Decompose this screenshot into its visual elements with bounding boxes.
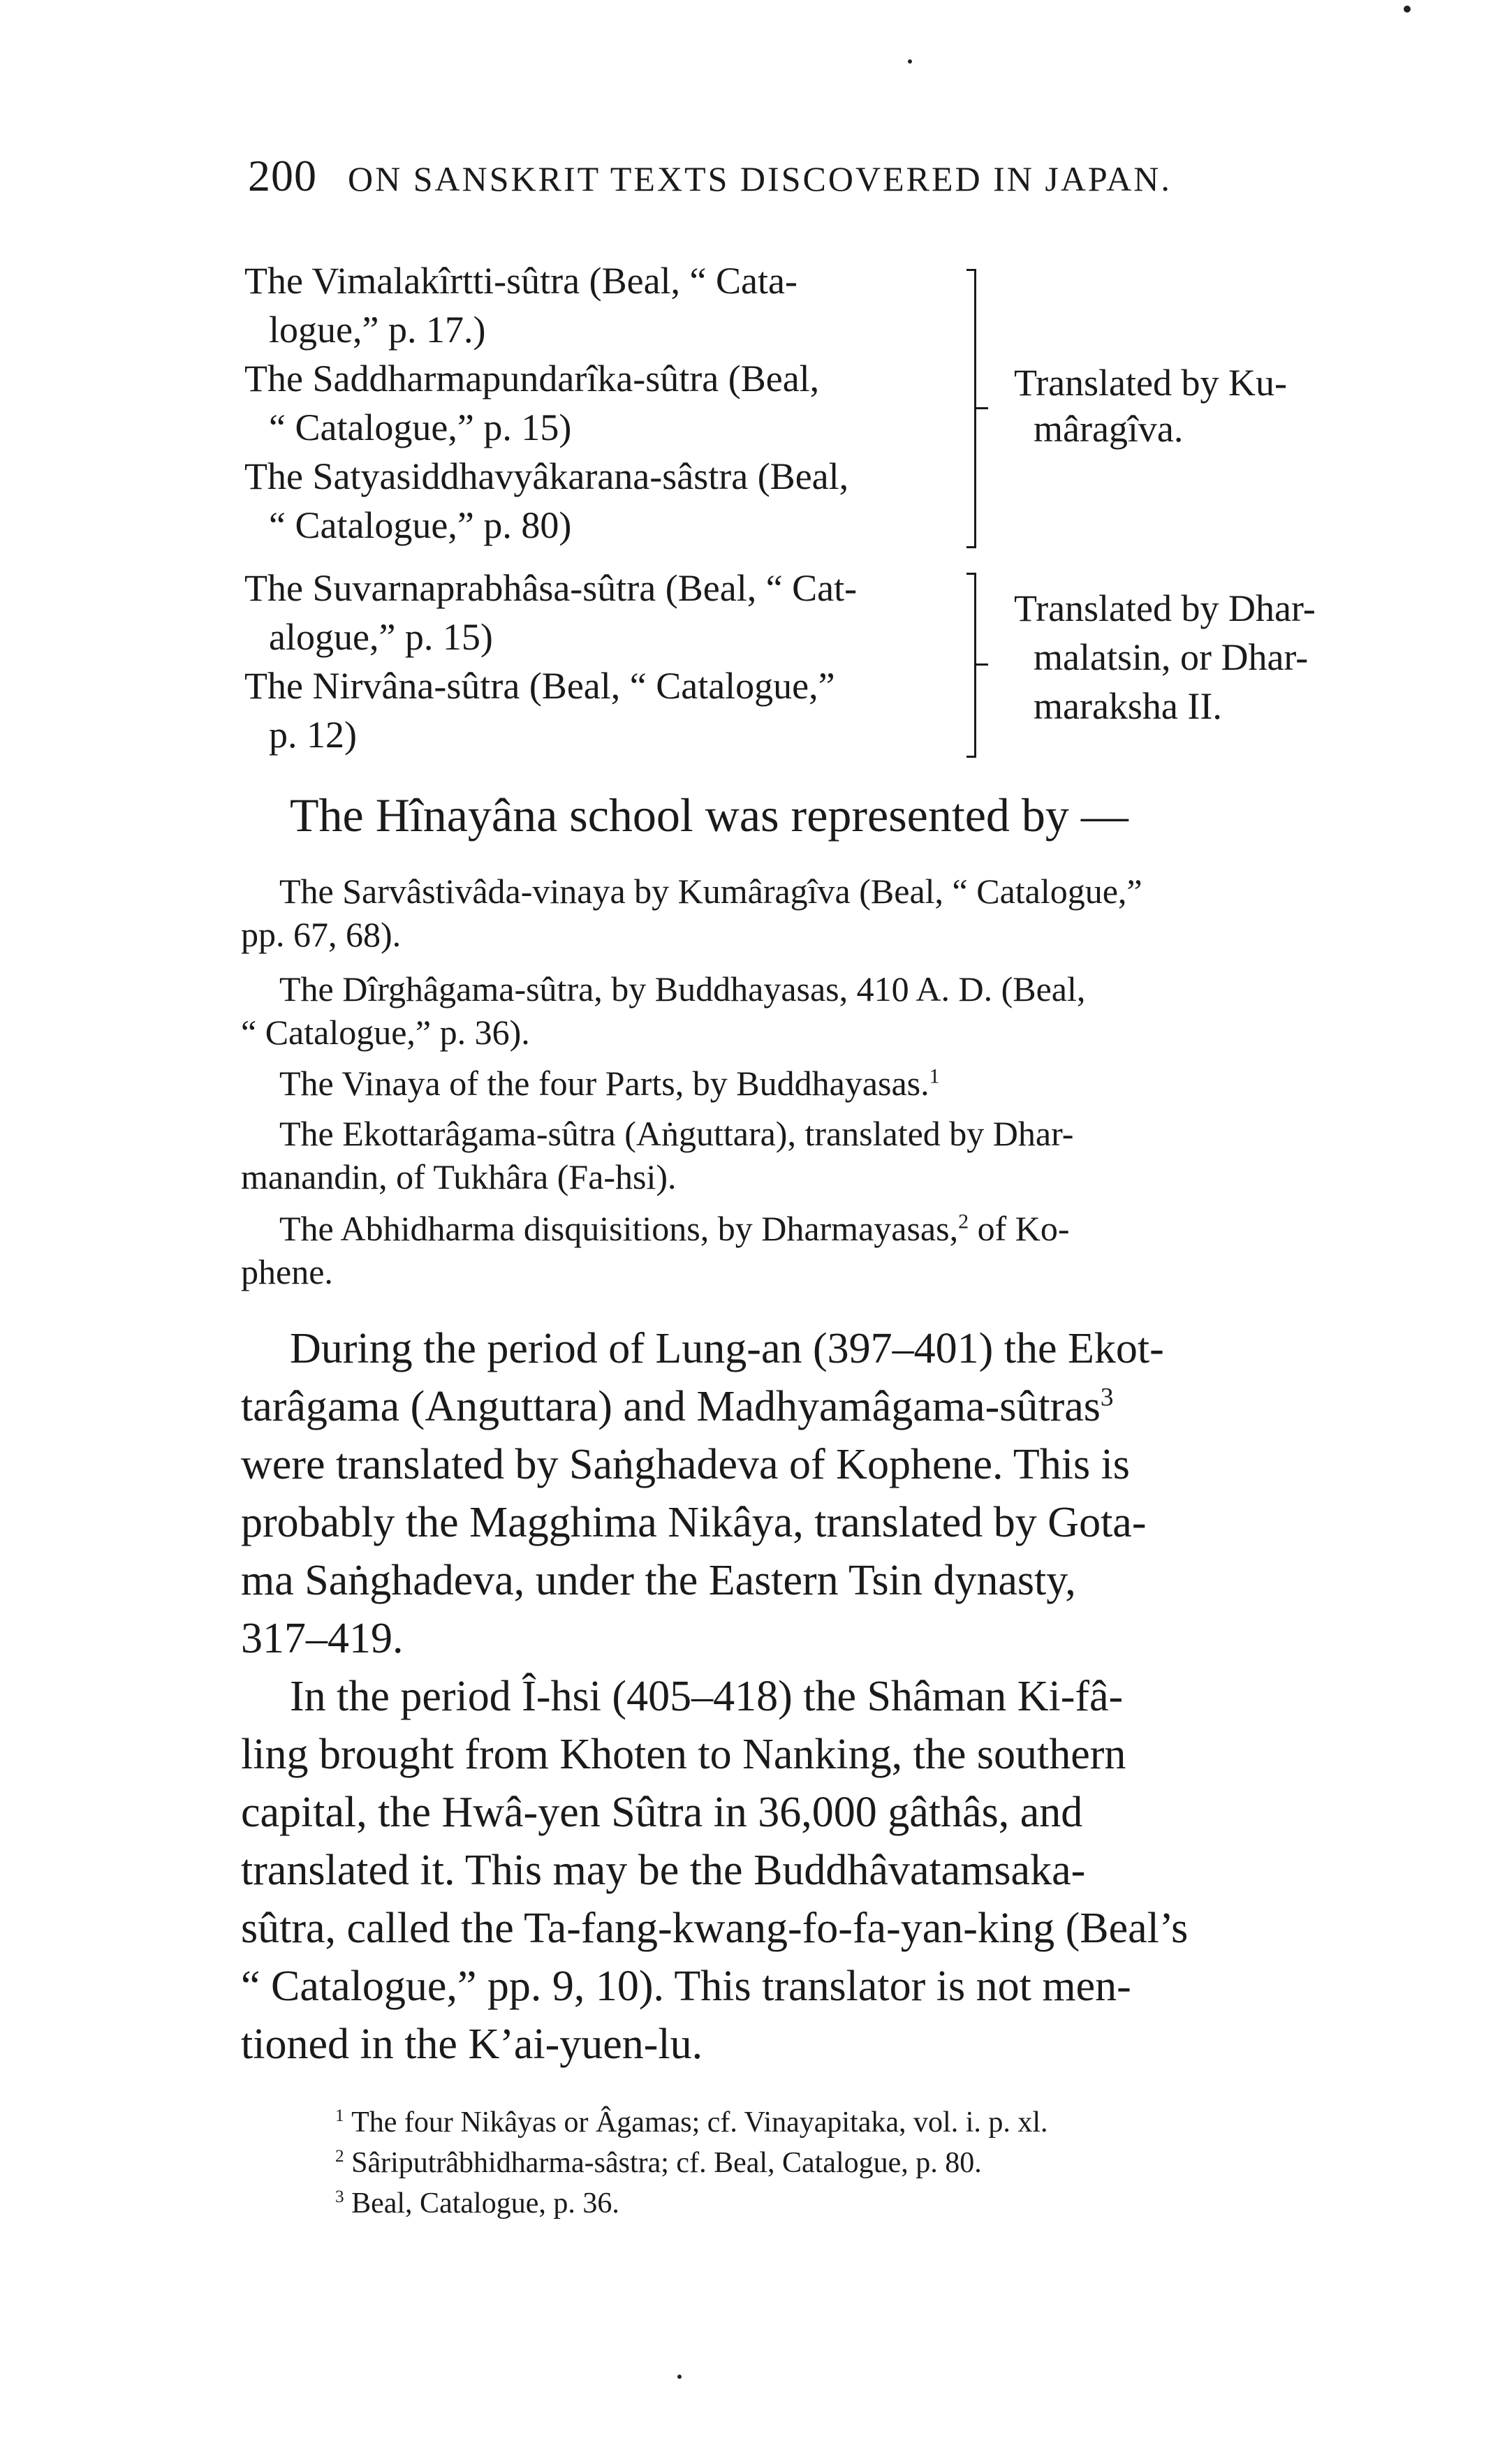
bracket-2-right-line-1: Translated by Dhar- bbox=[1014, 587, 1316, 629]
para1-line-5: ma Saṅghadeva, under the Eastern Tsin dynasty, bbox=[241, 1557, 1076, 1604]
print-speck bbox=[1404, 6, 1411, 13]
brace-1 bbox=[967, 269, 976, 548]
bracket-1-left-line-1: The Vimalakîrtti-sûtra (Beal, “ Cata- bbox=[244, 260, 797, 302]
bracket-1-left-line-5: The Satyasiddhavyâkarana-sâstra (Beal, bbox=[244, 455, 849, 497]
bracket-1-left-line-6: “ Catalogue,” p. 80) bbox=[269, 504, 572, 546]
bracket-2-left-line-2: alogue,” p. 15) bbox=[269, 616, 493, 658]
footnote-marker-2: 2 bbox=[958, 1210, 969, 1233]
bracket-1-left-line-4: “ Catalogue,” p. 15) bbox=[269, 406, 572, 448]
hinayana-line-3: The Dîrghâgama-sûtra, by Buddhayasas, 410 A. D. (Beal, bbox=[279, 969, 1086, 1009]
bracket-1-left-line-2: logue,” p. 17.) bbox=[269, 309, 486, 351]
footnote-marker-3: 3 bbox=[1100, 1383, 1114, 1412]
bracket-2-left-line-4: p. 12) bbox=[269, 714, 357, 756]
footnote-1: $^1$ The four Nikâyas or Âgamas; cf. Vinayapitaka, vol. i. p. xl. bbox=[335, 2106, 1048, 2139]
bracket-1-left-line-3: The Saddharmapundarîka-sûtra (Beal, bbox=[244, 358, 820, 399]
para2-line-1: In the period Î-hsi (405–418) the Shâman Ki-fâ- bbox=[290, 1673, 1124, 1720]
brace-2 bbox=[967, 573, 976, 758]
running-title: ON SANSKRIT TEXTS DISCOVERED IN JAPAN. bbox=[348, 159, 1172, 198]
print-speck bbox=[677, 2375, 682, 2379]
para2-line-2: ling brought from Khoten to Nanking, the southern bbox=[241, 1731, 1126, 1778]
hinayana-line-1: The Sarvâstivâda-vinaya by Kumâragîva (Beal, “ Catalogue,” bbox=[279, 872, 1142, 911]
hinayana-line-8: The Abhidharma disquisitions, by Dharmayasas,$^2$ of Ko- bbox=[279, 1209, 1070, 1248]
bracket-1-right-line-2: mâragîva. bbox=[1034, 408, 1184, 450]
para2-line-5: sûtra, called the Ta-fang-kwang-fo-fa-yan-king (Beal’s bbox=[241, 1905, 1189, 1952]
hinayana-line-9: phene. bbox=[241, 1252, 333, 1291]
para1-line-1: During the period of Lung-an (397–401) the Ekot- bbox=[290, 1325, 1164, 1372]
para2-line-4: translated it. This may be the Buddhâvatamsaka- bbox=[241, 1847, 1086, 1894]
bracket-2-right-line-2: malatsin, or Dhar- bbox=[1034, 636, 1309, 678]
para1-line-6: 317–419. bbox=[241, 1615, 404, 1662]
bracket-2-left-line-3: The Nirvâna-sûtra (Beal, “ Catalogue,” bbox=[244, 665, 835, 707]
para2-line-6: “ Catalogue,” pp. 9, 10). This translator is not men- bbox=[241, 1963, 1131, 2010]
hinayana-line-6: The Ekottarâgama-sûtra (Aṅguttara), translated by Dhar- bbox=[279, 1114, 1074, 1153]
hinayana-line-2: pp. 67, 68). bbox=[241, 915, 402, 954]
para1-line-4: probably the Magghima Nikâya, translated by Gota- bbox=[241, 1499, 1147, 1546]
bracket-2-left-line-1: The Suvarnaprabhâsa-sûtra (Beal, “ Cat- bbox=[244, 567, 858, 609]
bracket-2-right-line-3: maraksha II. bbox=[1034, 685, 1222, 727]
footnote-2: $^2$ Sâriputrâbhidharma-sâstra; cf. Beal, Catalogue, p. 80. bbox=[335, 2147, 982, 2179]
print-speck bbox=[908, 59, 912, 64]
section-headline: The Hînayâna school was represented by — bbox=[290, 789, 1129, 842]
para2-line-3: capital, the Hwâ-yen Sûtra in 36,000 gâthâs, and bbox=[241, 1789, 1083, 1836]
para2-line-7: tioned in the K’ai-yuen-lu. bbox=[241, 2021, 703, 2068]
hinayana-line-4: “ Catalogue,” p. 36). bbox=[241, 1013, 530, 1052]
running-header bbox=[248, 150, 1172, 202]
footnote-marker-1: 1 bbox=[929, 1064, 940, 1088]
hinayana-line-5: The Vinaya of the four Parts, by Buddhayasas.$^1$ bbox=[279, 1064, 940, 1103]
footnote-3: $^3$ Beal, Catalogue, p. 36. bbox=[335, 2187, 619, 2220]
para1-line-3: were translated by Saṅghadeva of Kophene. This is bbox=[241, 1441, 1130, 1488]
bracket-1-right-line-1: Translated by Ku- bbox=[1014, 362, 1287, 404]
para1-line-2: tarâgama (Anguttara) and Madhyamâgama-sûtras$^3$ bbox=[241, 1383, 1114, 1430]
hinayana-line-7: manandin, of Tukhâra (Fa-hsi). bbox=[241, 1157, 677, 1196]
page-number: 200 bbox=[248, 151, 317, 200]
